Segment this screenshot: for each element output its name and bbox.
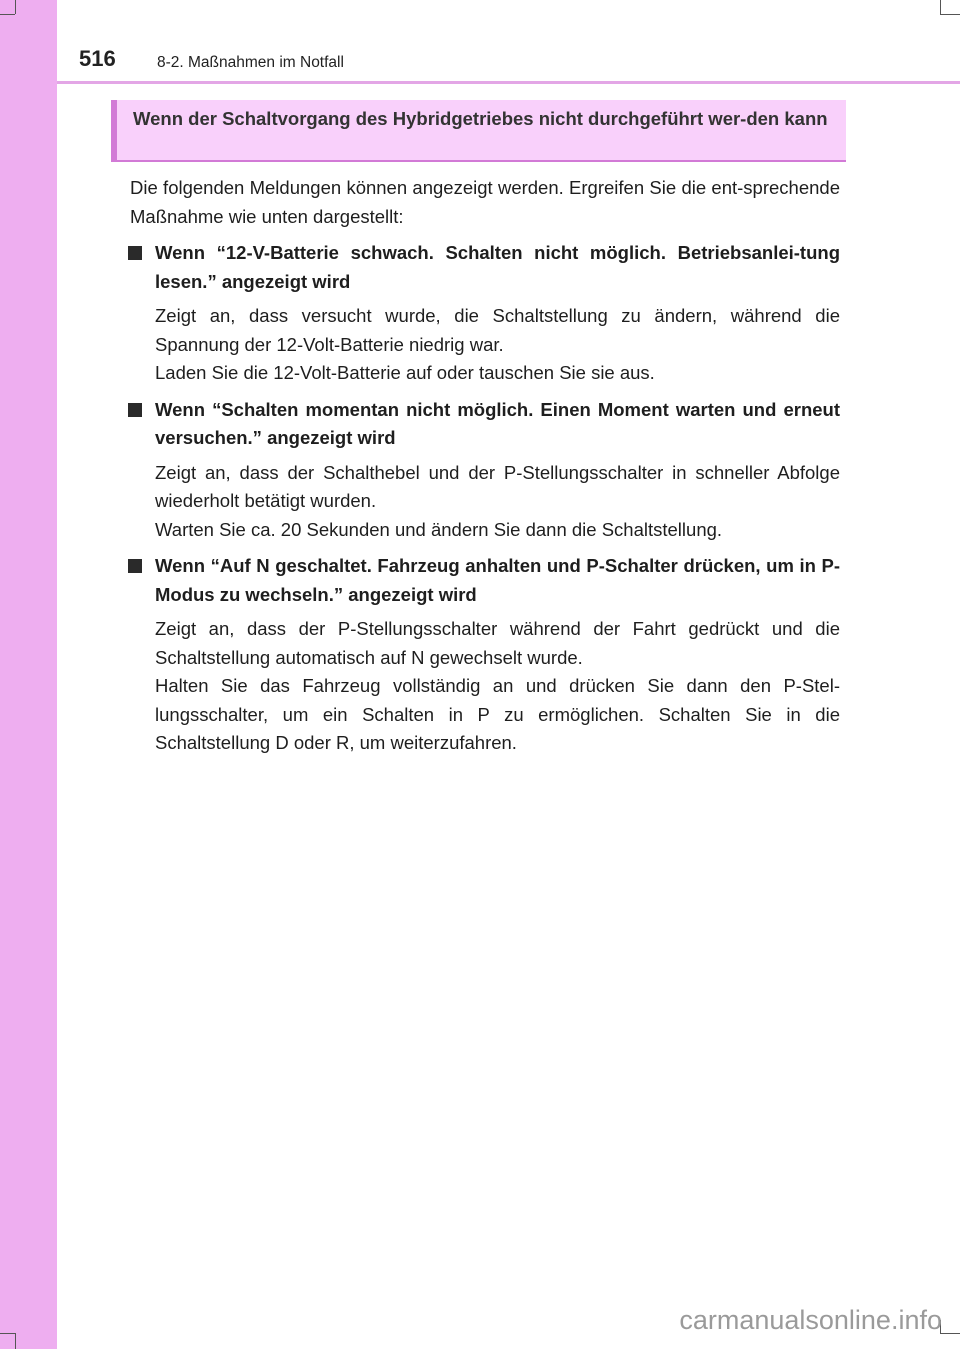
- crop-mark-top-left-v: [15, 0, 16, 14]
- section-title: Wenn der Schaltvorgang des Hybridgetriebes nicht durchgeführt wer-den kann: [133, 108, 828, 129]
- square-bullet-icon: [128, 403, 142, 417]
- crop-mark-top-right-v: [940, 0, 941, 14]
- title-box: [111, 100, 846, 162]
- crop-mark-bottom-left: [0, 1333, 15, 1334]
- crop-mark-bottom-left-v: [15, 1333, 16, 1349]
- content-body: [130, 174, 840, 766]
- crop-mark-top-right: [940, 14, 960, 15]
- item-paragraph: Laden Sie die 12-Volt-Batterie auf oder tauschen Sie sie aus.: [155, 362, 655, 383]
- section-header: 8-2. Maßnahmen im Notfall: [157, 54, 344, 71]
- item-paragraph: Halten Sie das Fahrzeug vollständig an und drücken Sie dann den P-Stel-lungsschalter, um ein Schalten in P zu ermöglichen. Schalten Sie in die Schaltstellung D oder R, um weiterzufahren.: [155, 675, 840, 753]
- list-item: [130, 552, 840, 758]
- crop-mark-bottom-right: [940, 1333, 960, 1334]
- list-item: [130, 239, 840, 388]
- list-item: [130, 396, 840, 545]
- item-heading: Wenn “Auf N geschaltet. Fahrzeug anhalten und P-Schalter drücken, um in P-Modus zu wechseln.” angezeigt wird: [155, 555, 840, 605]
- item-paragraph: Zeigt an, dass der Schalthebel und der P-Stellungsschalter in schneller Abfolge wiederholt betätigt wurden.: [155, 461, 840, 511]
- side-color-band: [0, 0, 57, 1349]
- header-rule: [57, 81, 960, 84]
- square-bullet-icon: [128, 559, 142, 573]
- item-heading: Wenn “Schalten momentan nicht möglich. Einen Moment warten und erneut versuchen.” angezeigt wird: [155, 398, 840, 448]
- item-heading: Wenn “12-V-Batterie schwach. Schalten nicht möglich. Betriebsanlei-tung lesen.” angezeigt wird: [155, 242, 840, 292]
- page-number: 516: [79, 46, 116, 71]
- watermark-link[interactable]: carmanualsonline.info: [679, 1305, 942, 1335]
- item-paragraph: Warten Sie ca. 20 Sekunden und ändern Sie dann die Schaltstellung.: [155, 518, 723, 540]
- intro-paragraph: Die folgenden Meldungen können angezeigt werden. Ergreifen Sie die ent-sprechende Maßnahme wie unten dargestellt:: [130, 177, 840, 227]
- item-paragraph: Zeigt an, dass der P-Stellungsschalter während der Fahrt gedrückt und die Schaltstellung automatisch auf N gewechselt wurde.: [155, 618, 840, 668]
- square-bullet-icon: [128, 246, 142, 260]
- crop-mark-top-left: [0, 14, 15, 15]
- item-paragraph: Zeigt an, dass versucht wurde, die Schaltstellung zu ändern, während die Spannung der 12-Volt-Batterie niedrig war.: [155, 305, 840, 355]
